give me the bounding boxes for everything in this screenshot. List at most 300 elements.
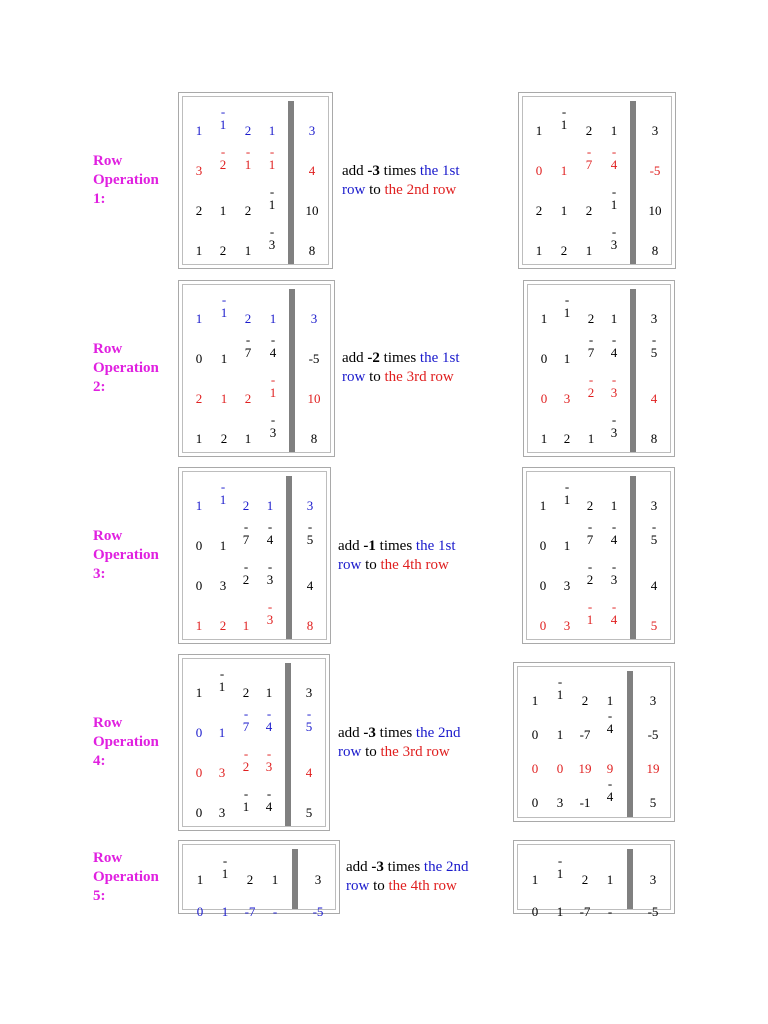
minus-sign: [573, 709, 597, 722]
minus-sign: [527, 105, 551, 118]
entry-value: 2: [586, 572, 594, 587]
label-line: Operation: [93, 360, 159, 376]
minus-sign: [579, 293, 603, 306]
entry-value: 1: [560, 117, 568, 132]
entry-value: 4: [606, 721, 614, 736]
minus-sign: [573, 777, 597, 790]
minus-sign: [297, 667, 321, 680]
matrix-entry: [257, 747, 281, 773]
minus-sign: -: [611, 144, 617, 159]
minus-sign: [187, 293, 211, 306]
matrix-entry: [579, 293, 603, 326]
entry-value: 2: [242, 685, 250, 700]
matrix-entry: [548, 709, 572, 742]
minus-sign: [598, 886, 622, 899]
desc-mid: times: [375, 725, 416, 741]
entry-value: 0: [531, 761, 539, 776]
minus-sign: [548, 709, 572, 722]
minus-sign: [212, 333, 236, 346]
minus-sign: [598, 743, 622, 756]
matrix-entry: [602, 145, 626, 171]
matrix-entry: [531, 480, 555, 513]
desc-prefix: add: [342, 350, 368, 366]
minus-sign: [527, 225, 551, 238]
minus-sign: [532, 373, 556, 386]
minus-sign: [238, 886, 262, 899]
minus-sign: [579, 413, 603, 426]
minus-sign: [210, 707, 234, 720]
matrix-entry: [213, 854, 237, 880]
entry-value: 1: [269, 385, 277, 400]
entry-value: 3: [269, 425, 277, 440]
minus-sign: [236, 413, 260, 426]
entry-value: 1: [610, 197, 618, 212]
matrix-entry: [527, 185, 551, 218]
matrix-rhs-entry: [642, 520, 666, 546]
matrix-entry: [187, 787, 211, 820]
matrix-entry: [531, 600, 555, 633]
desc-mid: times: [375, 538, 416, 554]
minus-sign: -: [243, 786, 249, 801]
minus-sign: [602, 480, 626, 493]
entry-value: 3: [556, 795, 564, 810]
matrix-rhs-entry: [300, 105, 324, 138]
minus-sign: [598, 854, 622, 867]
entry-value: 2: [195, 391, 203, 406]
matrix-entry: [261, 373, 285, 399]
matrix-entry: [578, 600, 602, 626]
minus-sign: [573, 886, 597, 899]
minus-sign: [300, 185, 324, 198]
after-matrix-2: [523, 280, 675, 457]
operation-description-5: [346, 858, 469, 896]
entry-value: 2: [587, 385, 595, 400]
matrix-rhs-entry: [300, 145, 324, 178]
augmented-bar: [286, 476, 292, 639]
minus-sign: -: [651, 519, 657, 534]
matrix-entry: [187, 333, 211, 366]
minus-sign: [531, 480, 555, 493]
entry-value: 1: [219, 203, 227, 218]
matrix-entry: [260, 145, 284, 171]
matrix-entry: [598, 675, 622, 708]
desc-source-row: the 1st: [419, 350, 460, 366]
minus-sign: [555, 333, 579, 346]
entry-value: 1: [610, 123, 618, 138]
entry-value: 3: [219, 578, 227, 593]
before-matrix-4: [178, 654, 330, 831]
entry-value: 1: [268, 157, 276, 172]
matrix-entry: [211, 145, 235, 171]
entry-value: 5: [305, 719, 313, 734]
matrix-entry: [211, 480, 235, 506]
after-matrix-3: [522, 467, 675, 644]
minus-sign: -: [220, 144, 226, 159]
entry-value: 0: [195, 578, 203, 593]
entry-value: 1: [539, 498, 547, 513]
entry-value: 1: [265, 685, 273, 700]
minus-sign: [531, 520, 555, 533]
matrix-rhs-entry: [642, 373, 666, 406]
desc-source-row-end: row: [346, 878, 370, 894]
entry-value: 1: [540, 431, 548, 446]
matrix-entry: [236, 413, 260, 446]
minus-sign: [555, 373, 579, 386]
entry-value: 7: [587, 345, 595, 360]
label-line: Operation: [93, 547, 159, 563]
minus-sign: [641, 886, 665, 899]
entry-value: 2: [585, 123, 593, 138]
matrix-entry: [523, 743, 547, 776]
minus-sign: [523, 675, 547, 688]
label-line: 1:: [93, 191, 106, 207]
matrix-entry: [532, 373, 556, 406]
minus-sign: [642, 560, 666, 573]
minus-sign: -: [266, 786, 272, 801]
matrix-entry: [187, 373, 211, 406]
matrix-entry: [573, 854, 597, 887]
label-line: Operation: [93, 734, 159, 750]
entry-value: -7: [579, 727, 591, 742]
matrix-entry: [211, 560, 235, 593]
entry-value: 5: [305, 805, 313, 820]
matrix-entry: [555, 600, 579, 633]
minus-sign: -: [222, 853, 228, 868]
entry-value: 5: [306, 532, 314, 547]
matrix-entry: [187, 413, 211, 446]
entry-value: 4: [610, 345, 618, 360]
minus-sign: -: [243, 706, 249, 721]
minus-sign: [548, 777, 572, 790]
matrix-rhs-entry: [300, 185, 324, 218]
entry-value: 3: [610, 237, 618, 252]
entry-value: 1: [268, 123, 276, 138]
matrix-entry: [602, 373, 626, 399]
matrix-entry: [257, 787, 281, 813]
minus-sign: [300, 145, 324, 158]
entry-value: 0: [531, 795, 539, 810]
minus-sign: [602, 105, 626, 118]
entry-value: 0: [556, 761, 564, 776]
entry-value: 4: [305, 765, 313, 780]
entry-value: 1: [606, 693, 614, 708]
entry-value: 3: [266, 612, 274, 627]
matrix-entry: [187, 105, 211, 138]
minus-sign: [297, 787, 321, 800]
minus-sign: [187, 225, 211, 238]
minus-sign: -: [607, 776, 613, 791]
minus-sign: [642, 413, 666, 426]
minus-sign: [187, 480, 211, 493]
minus-sign: [187, 105, 211, 118]
desc-source-row-end: row: [338, 744, 362, 760]
minus-sign: [298, 480, 322, 493]
entry-value: 0: [195, 725, 203, 740]
matrix-entry: [210, 667, 234, 693]
desc-mid: times: [379, 163, 420, 179]
minus-sign: [211, 225, 235, 238]
matrix-rhs-entry: [297, 707, 321, 733]
entry-value: 10: [307, 391, 321, 406]
entry-value: 19: [578, 761, 592, 776]
entry-value: 4: [266, 532, 274, 547]
entry-value: 2: [242, 759, 250, 774]
entry-value: 4: [308, 163, 316, 178]
matrix-entry: [263, 886, 287, 919]
matrix-entry: [187, 293, 211, 326]
minus-sign: [548, 886, 572, 899]
desc-target-row: the 4th row: [388, 878, 457, 894]
matrix-entry: [573, 886, 597, 919]
matrix-rhs-entry: [641, 675, 665, 708]
minus-sign: [260, 105, 284, 118]
minus-sign: [642, 293, 666, 306]
entry-value: -1: [579, 795, 591, 810]
entry-value: 2: [587, 311, 595, 326]
matrix-entry: [578, 520, 602, 546]
operation-description-1: [342, 162, 460, 200]
matrix-entry: [234, 747, 258, 773]
desc-factor: -3: [367, 163, 380, 179]
matrix-entry: [211, 185, 235, 218]
minus-sign: [234, 480, 258, 493]
matrix-entry: [187, 520, 211, 553]
minus-sign: [527, 145, 551, 158]
matrix-entry: [238, 886, 262, 919]
entry-value: 3: [563, 391, 571, 406]
entry-value: 4: [265, 799, 273, 814]
minus-sign: -: [269, 144, 275, 159]
matrix-entry: [578, 560, 602, 586]
augmented-bar: [285, 663, 291, 826]
entry-value: -: [272, 904, 278, 919]
matrix-entry: [187, 480, 211, 513]
minus-sign: [555, 520, 579, 533]
minus-sign: [552, 145, 576, 158]
minus-sign: [297, 747, 321, 760]
minus-sign: [258, 480, 282, 493]
entry-value: 1: [218, 725, 226, 740]
augmented-bar: [288, 101, 294, 264]
matrix-rhs-entry: [643, 225, 667, 258]
entry-value: 1: [195, 498, 203, 513]
desc-mid: times: [379, 350, 420, 366]
matrix-rhs-entry: [297, 667, 321, 700]
augmented-bar: [630, 476, 636, 639]
minus-sign: -: [588, 332, 594, 347]
minus-sign: -: [611, 332, 617, 347]
entry-value: 3: [314, 872, 322, 887]
entry-value: 1: [244, 243, 252, 258]
minus-sign: [187, 667, 211, 680]
entry-value: 1: [195, 431, 203, 446]
entry-value: 4: [610, 612, 618, 627]
entry-value: -5: [312, 904, 324, 919]
matrix-entry: [555, 480, 579, 506]
minus-sign: [302, 293, 326, 306]
minus-sign: [188, 886, 212, 899]
entry-value: 4: [269, 345, 277, 360]
entry-value: 1: [219, 117, 227, 132]
matrix-rhs-entry: [302, 413, 326, 446]
matrix-entry: [532, 413, 556, 446]
matrix-rhs-entry: [302, 333, 326, 366]
matrix-entry: [261, 333, 285, 359]
minus-sign: [236, 373, 260, 386]
matrix-entry: [555, 293, 579, 319]
entry-value: 4: [265, 719, 273, 734]
matrix-entry: [527, 145, 551, 178]
minus-sign: [302, 373, 326, 386]
matrix-entry: [555, 373, 579, 406]
desc-target-row: the 4th row: [380, 557, 449, 573]
entry-value: 4: [650, 391, 658, 406]
entry-value: 4: [610, 532, 618, 547]
matrix-entry: [258, 480, 282, 513]
matrix-rhs-entry: [642, 480, 666, 513]
minus-sign: [641, 743, 665, 756]
entry-value: 3: [218, 765, 226, 780]
minus-sign: [236, 225, 260, 238]
minus-sign: [211, 560, 235, 573]
minus-sign: [187, 185, 211, 198]
entry-value: 1: [195, 618, 203, 633]
minus-sign: -: [611, 559, 617, 574]
entry-value: 1: [195, 311, 203, 326]
matrix-entry: [236, 145, 260, 171]
minus-sign: -: [243, 746, 249, 761]
entry-value: 0: [540, 391, 548, 406]
matrix-entry: [548, 743, 572, 776]
minus-sign: [234, 667, 258, 680]
desc-source-row-end: row: [342, 369, 366, 385]
matrix-entry: [548, 886, 572, 919]
matrix-entry: [579, 373, 603, 399]
matrix-entry: [532, 333, 556, 366]
desc-factor: -2: [367, 350, 380, 366]
matrix-entry: [532, 293, 556, 326]
entry-value: 1: [610, 311, 618, 326]
matrix-entry: [577, 225, 601, 258]
entry-value: 7: [242, 719, 250, 734]
minus-sign: [573, 675, 597, 688]
entry-value: 0: [195, 765, 203, 780]
minus-sign: [642, 373, 666, 386]
desc-prefix: add: [342, 163, 368, 179]
entry-value: 1: [563, 492, 571, 507]
desc-to: to: [361, 744, 381, 760]
row-operation-label-3: [93, 527, 178, 584]
matrix-entry: [602, 600, 626, 626]
matrix-entry: [523, 777, 547, 810]
matrix-rhs-entry: [298, 560, 322, 593]
minus-sign: -: [267, 599, 273, 614]
minus-sign: [573, 854, 597, 867]
matrix-entry: [548, 777, 572, 810]
minus-sign: [643, 105, 667, 118]
entry-value: 4: [610, 157, 618, 172]
matrix-entry: [212, 293, 236, 319]
minus-sign: [643, 225, 667, 238]
minus-sign: [555, 413, 579, 426]
minus-sign: [261, 293, 285, 306]
minus-sign: [212, 413, 236, 426]
matrix-rhs-entry: [642, 560, 666, 593]
minus-sign: [523, 743, 547, 756]
entry-value: 2: [585, 203, 593, 218]
matrix-entry: [598, 743, 622, 776]
minus-sign: [187, 600, 211, 613]
matrix-entry: [188, 886, 212, 919]
entry-value: -5: [308, 351, 320, 366]
entry-value: 1: [195, 685, 203, 700]
matrix-rhs-entry: [641, 854, 665, 887]
desc-source-row: the 2nd: [423, 859, 469, 875]
entry-value: 3: [651, 123, 659, 138]
entry-value: 5: [650, 345, 658, 360]
entry-value: 10: [305, 203, 319, 218]
minus-sign: [238, 854, 262, 867]
entry-value: 1: [268, 197, 276, 212]
entry-value: 1: [563, 538, 571, 553]
matrix-entry: [555, 560, 579, 593]
label-line: 3:: [93, 566, 106, 582]
entry-value: 3: [563, 618, 571, 633]
desc-mid: times: [383, 859, 424, 875]
entry-value: 3: [265, 759, 273, 774]
label-line: Row: [93, 341, 123, 357]
matrix-entry: [598, 777, 622, 803]
minus-sign: [552, 225, 576, 238]
entry-value: 2: [244, 203, 252, 218]
matrix-entry: [577, 185, 601, 218]
desc-to: to: [365, 182, 385, 198]
entry-value: 1: [560, 163, 568, 178]
matrix-entry: [210, 707, 234, 740]
minus-sign: [187, 707, 211, 720]
entry-value: 1: [220, 391, 228, 406]
minus-sign: -: [611, 372, 617, 387]
entry-value: 1: [244, 431, 252, 446]
minus-sign: [187, 333, 211, 346]
matrix-entry: [523, 675, 547, 708]
entry-value: 3: [268, 237, 276, 252]
minus-sign: -: [269, 224, 275, 239]
entry-value: 3: [610, 385, 618, 400]
entry-value: 2: [219, 157, 227, 172]
minus-sign: [306, 886, 330, 899]
matrix-entry: [236, 225, 260, 258]
matrix-entry: [527, 225, 551, 258]
minus-sign: -: [243, 519, 249, 534]
desc-source-row-end: row: [338, 557, 362, 573]
augmented-bar: [627, 671, 633, 817]
minus-sign: -: [307, 519, 313, 534]
label-line: 2:: [93, 379, 106, 395]
entry-value: 1: [531, 872, 539, 887]
label-line: 4:: [93, 753, 106, 769]
desc-target-row: the 2nd row: [384, 182, 457, 198]
desc-factor: -3: [371, 859, 384, 875]
matrix-entry: [263, 854, 287, 887]
minus-sign: -: [587, 599, 593, 614]
matrix-entry: [555, 520, 579, 553]
entry-value: 0: [540, 351, 548, 366]
minus-sign: [210, 787, 234, 800]
entry-value: 2: [195, 203, 203, 218]
entry-value: 0: [539, 578, 547, 593]
entry-value: 3: [306, 498, 314, 513]
